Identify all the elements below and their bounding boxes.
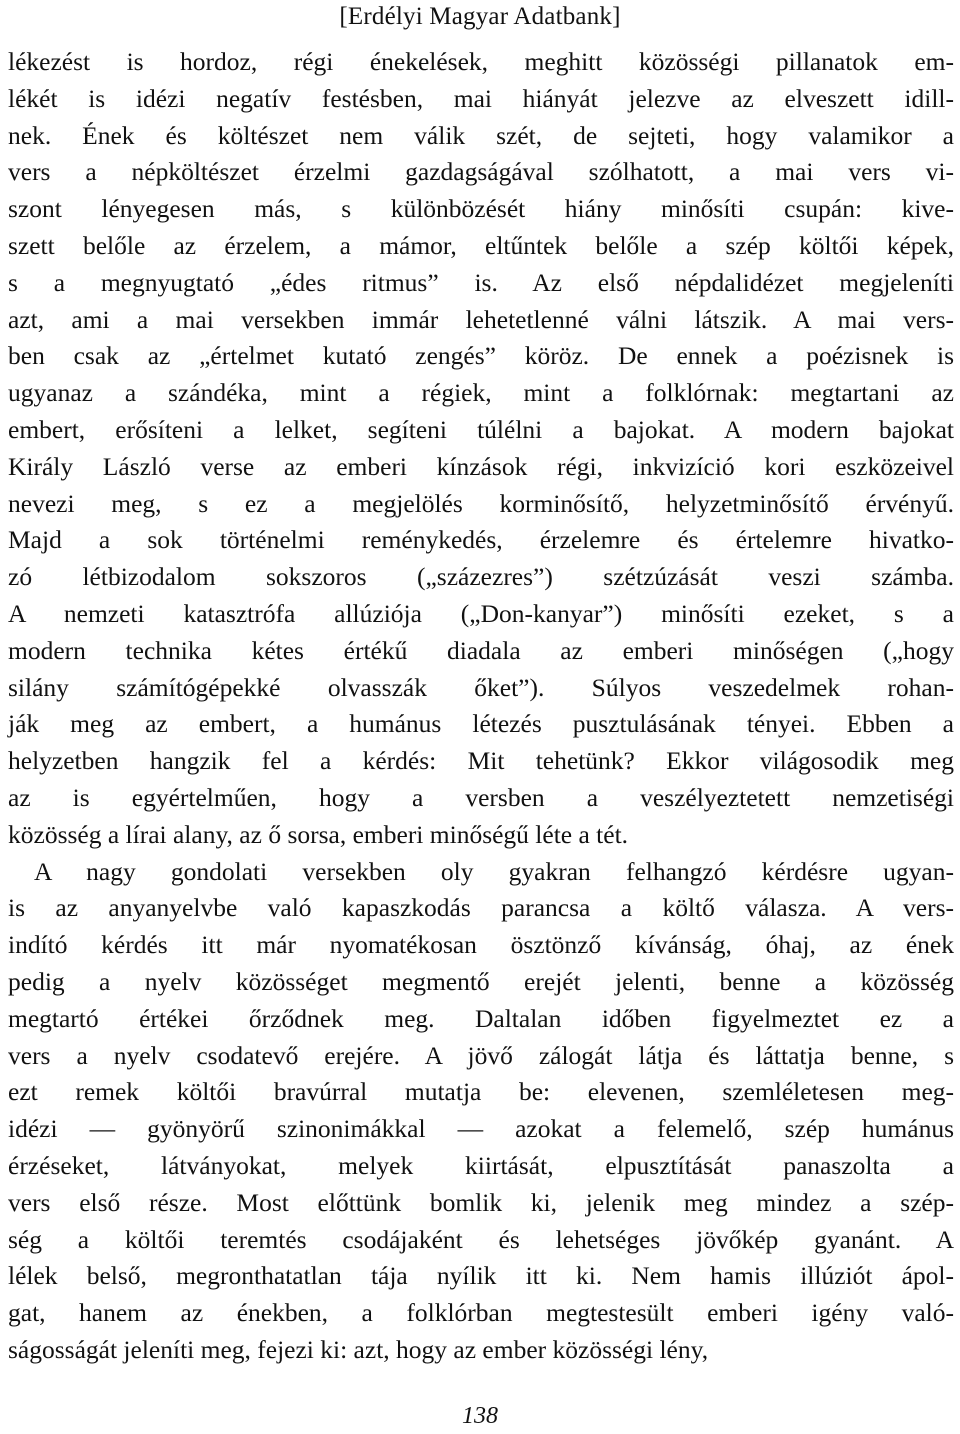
text-line: ezt remek költői bravúrral mutatja be: elevenen, szemléletesen meg- [8, 1077, 954, 1107]
paragraph-1 [8, 44, 954, 854]
text-line: az is egyértelműen, hogy a versben a veszélyeztetett nemzetiségi [8, 782, 954, 812]
page-number: 138 [462, 1403, 498, 1429]
text-line: Majd a sok történelmi reménykedés, érzelemre és értelemre hivatko- [8, 525, 954, 555]
text-line: szett belőle az érzelem, a mámor, eltűntek belőle a szép költői képek, [8, 230, 954, 260]
text-line: indító kérdés itt már nyomatékosan ösztönző kívánság, óhaj, az ének [8, 930, 954, 960]
text-line: Király László verse az emberi kínzások régi, inkvizíció kori eszközeivel [8, 451, 954, 481]
text-line: is az anyanyelvbe való kapaszkodás parancsa a költő válasza. A vers- [8, 893, 954, 923]
text-line: modern technika kétes értékű diadala az emberi minőségen („hogy [8, 635, 954, 665]
text-line: vers a nyelv csodatevő erejére. A jövő zálogát látja és láttatja benne, s [8, 1040, 954, 1070]
text-line: nevezi meg, s ez a megjelölés korminősítő, helyzetminősítő érvényű. [8, 488, 954, 518]
text-line: gat, hanem az énekben, a folklórban megtestesült emberi igény való- [8, 1298, 954, 1328]
text-line: megtartó értékei őrződnek meg. Daltalan időben figyelmeztet ez a [8, 1003, 954, 1033]
body-text [8, 44, 954, 1369]
text-line: ugyanaz a szándéka, mint a régiek, mint a folklórnak: megtartani az [8, 378, 954, 408]
text-line: szont lényegesen más, s különbözését hiány minősíti csupán: kive- [8, 194, 954, 224]
text-line: lélek belső, megronthatatlan tája nyílik itt ki. Nem hamis illúziót ápol- [8, 1261, 954, 1291]
text-line: vers a népköltészet érzelmi gazdagságával szólhatott, a mai vers vi- [8, 157, 954, 187]
text-line: A nagy gondolati versekben oly gyakran felhangzó kérdésre ugyan- [34, 856, 954, 886]
text-line: ség a költői teremtés csodájaként és lehetséges jövőkép gyanánt. A [8, 1224, 954, 1254]
text-line: zó létbizodalom sokszoros („százezres”) szétzúzását veszi számba. [8, 562, 954, 592]
text-line: pedig a nyelv közösséget megmentő erejét jelenti, benne a közösség [8, 966, 954, 996]
paragraph-2 [8, 854, 954, 1369]
text-line: vers első része. Most előttünk bomlik ki, jelenik meg mindez a szép- [8, 1187, 954, 1217]
text-line: helyzetben hangzik fel a kérdés: Mit tehetünk? Ekkor világosodik meg [8, 746, 954, 776]
text-line: lékezést is hordoz, régi énekelések, meghitt közösségi pillanatok em- [8, 47, 954, 76]
text-line: ják meg az embert, a humánus létezés pusztulásának tényei. Ebben a [8, 709, 954, 739]
page-header: [Erdélyi Magyar Adatbank] [339, 3, 621, 30]
text-line: lékét is idézi negatív festésben, mai hiányát jelezve az elveszett idill- [8, 83, 954, 113]
text-line: ságosságát jeleníti meg, fejezi ki: azt, hogy az ember közösségi lény, [8, 1334, 709, 1364]
text-line: idézi — gyönyörű szinonimákkal — azokat a felemelő, szép humánus [8, 1114, 954, 1144]
text-line: A nemzeti katasztrófa allúziója („Don-kanyar”) minősíti ezeket, s a [8, 598, 954, 628]
text-line: silány számítógépekké olvasszák őket”). Súlyos veszedelmek rohan- [8, 672, 954, 702]
text-line: közösség a lírai alany, az ő sorsa, emberi minőségű léte a tét. [8, 819, 629, 849]
text-line: s a megnyugtató „édes ritmus” is. Az első népdalidézet megjeleníti [8, 267, 954, 297]
text-line: nek. Ének és költészet nem válik szét, de sejteti, hogy valamikor a [8, 120, 954, 150]
text-line: embert, erősíteni a lelket, segíteni túlélni a bajokat. A modern bajokat [8, 414, 954, 444]
text-line: ben csak az „értelmet kutató zengés” köröz. De ennek a poézisnek is [8, 341, 954, 371]
text-line: érzéseket, látványokat, melyek kiirtását, elpusztítását panaszolta a [8, 1150, 954, 1180]
text-line: azt, ami a mai versekben immár lehetetlenné válni látszik. A mai vers- [8, 304, 954, 334]
